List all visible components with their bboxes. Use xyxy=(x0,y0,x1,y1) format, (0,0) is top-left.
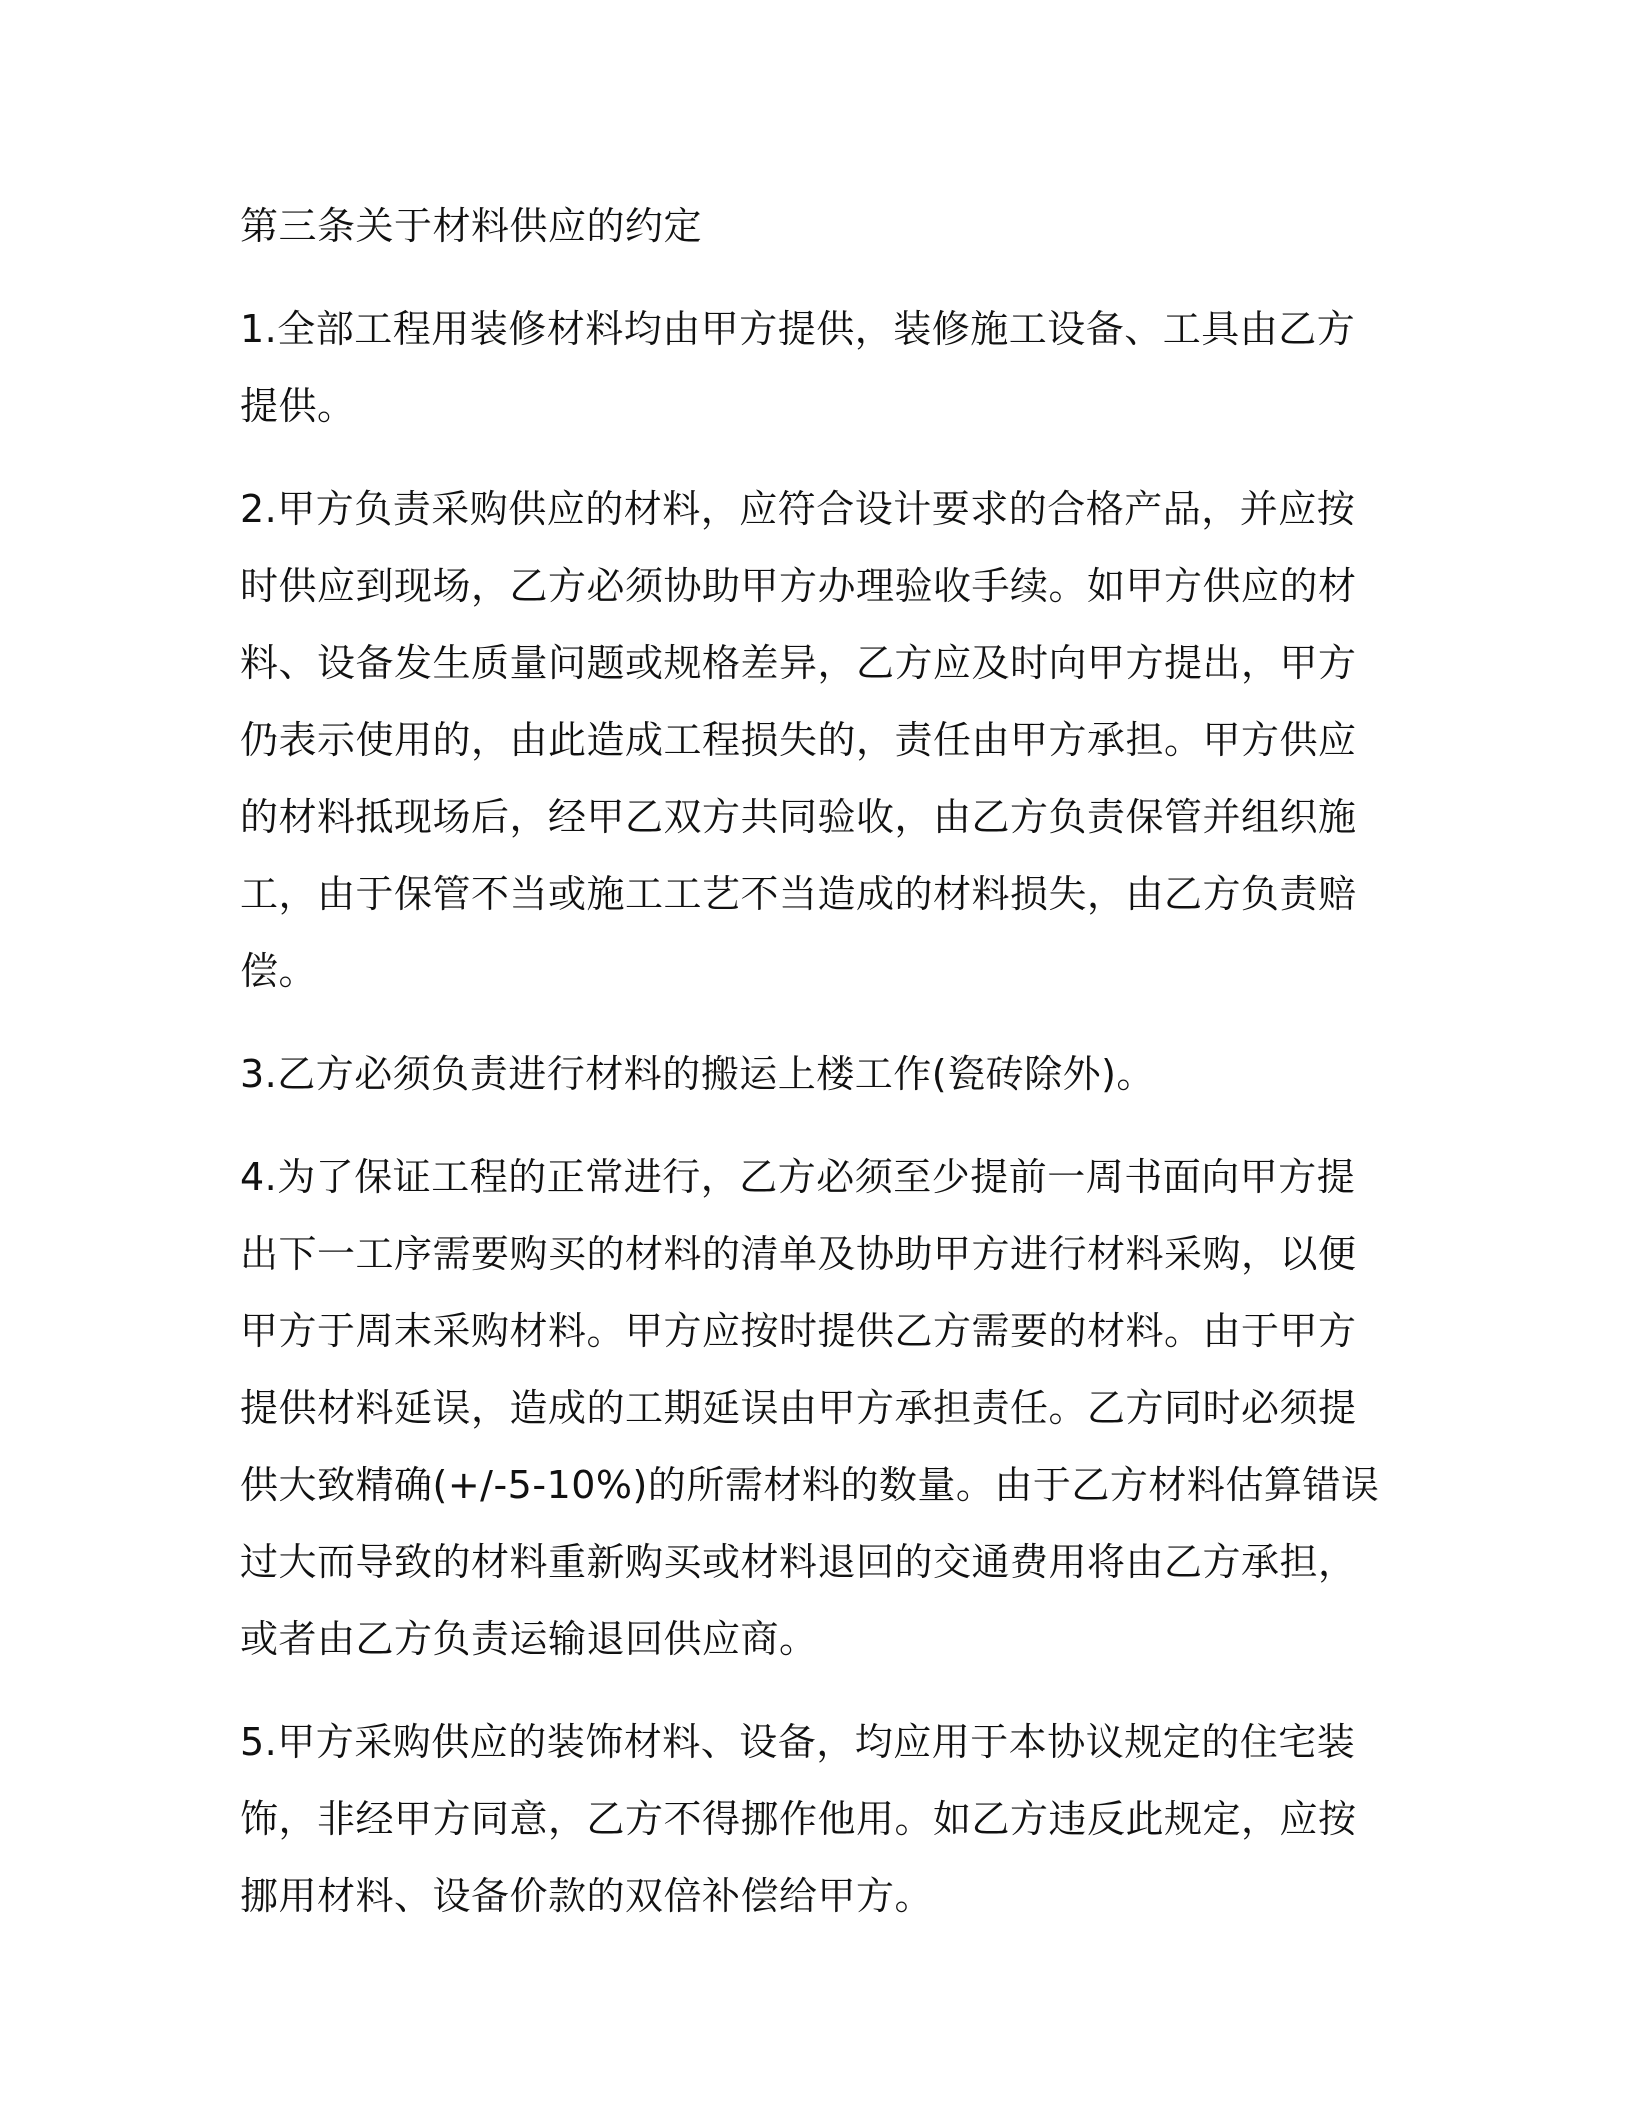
clause-1: 1.全部工程用装修材料均由甲方提供，装修施工设备、工具由乙方提供。 xyxy=(240,307,1356,428)
article-heading: 第三条关于材料供应的约定 xyxy=(240,204,703,248)
document-page xyxy=(240,188,1390,1961)
clause-2: 2.甲方负责采购供应的材料，应符合设计要求的合格产品，并应按时供应到现场，乙方必须协助甲方办理验收手续。如甲方供应的材料、设备发生质量问题或规格差异，乙方应及时向甲方提出，甲方仍表示使用的，由此造成工程损失的，责任由甲方承担。甲方供应的材料抵现场后，经甲乙双方共同验收，由乙方负责保管并组织施工，由于保管不当或施工工艺不当造成的材料损失，由乙方负责赔偿。 xyxy=(240,487,1357,993)
clause-4: 4.为了保证工程的正常进行，乙方必须至少提前一周书面向甲方提出下一工序需要购买的材料的清单及协助甲方进行材料采购，以便甲方于周末采购材料。甲方应按时提供乙方需要的材料。由于甲方提供材料延误，造成的工期延误由甲方承担责任。乙方同时必须提供大致精确(+/-5-10%)的所需材料的数量。由于乙方材料估算错误过大而导致的材料重新购买或材料退回的交通费用将由乙方承担，或者由乙方负责运输退回供应商。 xyxy=(240,1155,1380,1661)
clause-3: 3.乙方必须负责进行材料的搬运上楼工作(瓷砖除外)。 xyxy=(240,1052,1155,1096)
clause-5: 5.甲方采购供应的装饰材料、设备，均应用于本协议规定的住宅装饰，非经甲方同意，乙方不得挪作他用。如乙方违反此规定，应按挪用材料、设备价款的双倍补偿给甲方。 xyxy=(240,1720,1357,1918)
